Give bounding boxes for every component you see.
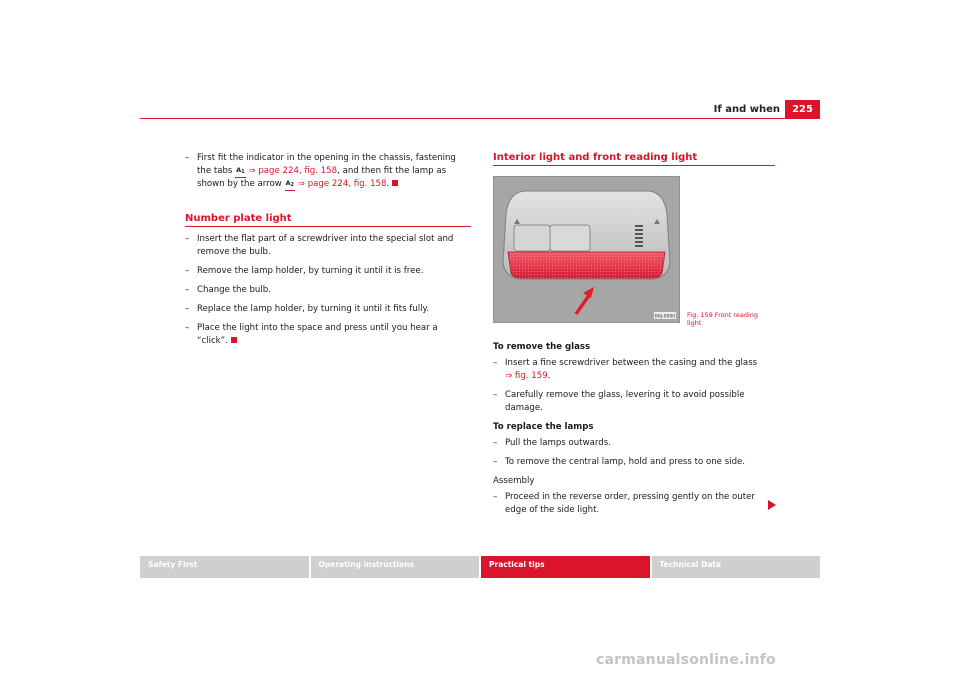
sub-heading-replace-lamps: To replace the lamps <box>493 422 594 432</box>
header-title: If and when <box>713 104 780 115</box>
watermark: carmanualsonline.info <box>596 652 776 668</box>
cross-reference-link[interactable]: ⇒ page 224, fig. 158 <box>248 166 338 176</box>
list-item <box>493 437 775 450</box>
step-text: Place the light into the space and press until you hear a “click”. <box>197 323 438 346</box>
sub-heading-remove-glass: To remove the glass <box>493 342 591 352</box>
step-dash: – <box>185 285 190 295</box>
section-end-marker <box>231 337 237 343</box>
list-item <box>493 357 775 383</box>
step-dash: – <box>185 153 190 163</box>
step-text: , and then fit the lamp as shown by the arrow <box>197 166 447 189</box>
callout-a1: $A_1$ <box>235 166 246 178</box>
step-text: Remove the lamp holder, by turning it until it is free. <box>197 266 424 276</box>
step-dash: – <box>493 438 498 448</box>
step-text: . <box>547 371 551 381</box>
list-item <box>493 491 775 517</box>
step-text: Proceed in the reverse order, pressing gently on the outer edge of the side light. <box>505 492 755 515</box>
tab-safety-first[interactable]: Safety First <box>140 556 309 578</box>
step-dash: – <box>493 358 498 368</box>
figure-front-reading-light <box>493 176 680 323</box>
reading-light-illustration <box>494 177 679 322</box>
section-heading-number-plate-light: Number plate light <box>185 213 471 227</box>
step-dash: – <box>185 266 190 276</box>
step-text: Carefully remove the glass, levering it to avoid possible damage. <box>505 390 745 413</box>
step-text: Insert a fine screwdriver between the casing and the glass <box>505 358 758 368</box>
step-text: Replace the lamp holder, by turning it until it fits fully. <box>197 304 430 314</box>
cross-reference-link[interactable]: ⇒ page 224, fig. 158 <box>297 179 387 189</box>
step-text: Pull the lamps outwards. <box>505 438 611 448</box>
step-text: To remove the central lamp, hold and press to one side. <box>505 457 746 467</box>
tab-technical-data[interactable]: Technical Data <box>652 556 821 578</box>
list-item <box>185 303 471 316</box>
intro-step <box>185 152 471 191</box>
step-dash: – <box>493 492 498 502</box>
list-item <box>185 284 471 297</box>
section-end-marker <box>392 180 398 186</box>
tab-practical-tips[interactable]: Practical tips <box>481 556 650 578</box>
callout-a2: $A_2$ <box>285 179 296 191</box>
page-number: 225 <box>785 100 820 118</box>
figure-caption: Fig. 159 Front reading light <box>687 311 758 327</box>
step-dash: – <box>185 323 190 333</box>
list-item <box>185 322 471 348</box>
figure-code: B6J-0090 <box>654 314 676 320</box>
cross-reference-link[interactable]: ⇒ fig. 159 <box>505 371 548 381</box>
next-page-arrow-icon[interactable] <box>768 500 776 510</box>
section-heading-interior-light: Interior light and front reading light <box>493 152 775 166</box>
number-plate-steps <box>185 233 471 348</box>
header-rule <box>140 118 820 119</box>
step-text: . <box>386 179 390 189</box>
step-text: Insert the flat part of a screwdriver into the special slot and remove the bulb. <box>197 234 454 257</box>
step-dash: – <box>185 304 190 314</box>
tab-operating-instructions[interactable]: Operating instructions <box>311 556 480 578</box>
step-dash: – <box>493 457 498 467</box>
step-dash: – <box>185 234 190 244</box>
step-text: First fit the indicator in the opening in the chassis, fastening the tabs <box>197 153 456 176</box>
step-dash: – <box>493 390 498 400</box>
step-text: Change the bulb. <box>197 285 271 295</box>
sub-heading-assembly: Assembly <box>493 476 535 486</box>
list-item <box>185 233 471 259</box>
footer-nav <box>140 556 820 578</box>
right-column <box>493 152 775 523</box>
list-item <box>493 389 775 415</box>
left-column <box>185 152 471 354</box>
list-item <box>185 265 471 278</box>
list-item <box>493 456 775 469</box>
